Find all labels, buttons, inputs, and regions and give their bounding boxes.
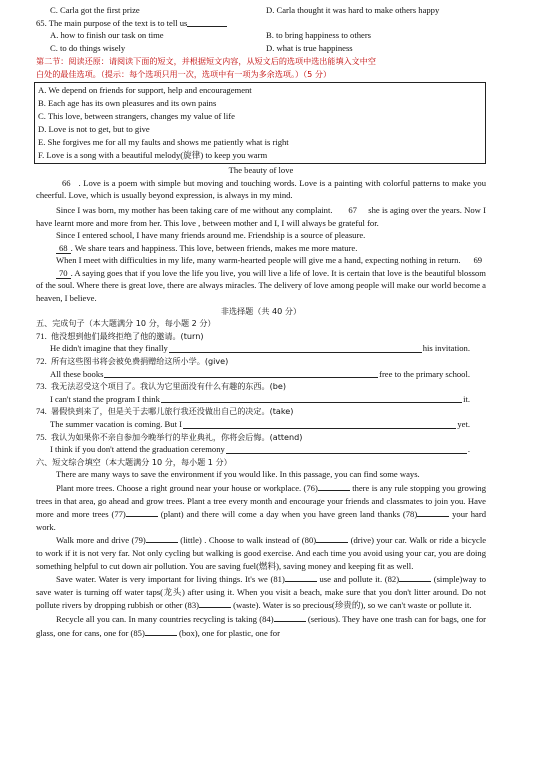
passage-paragraph-4: 68 . We share tears and happiness. This love, between friends, makes me more mature. (36, 242, 486, 255)
option-d: D. Love is not to get, but to give (38, 123, 150, 134)
options-box (34, 82, 486, 165)
option-a: A. We depend on friends for support, help and encouragement (38, 84, 252, 95)
q72: 72. 所有这些图书将会被免费捐赠给这所小学。(give) All these books free to the primary school. (36, 356, 470, 379)
section6-paragraph-plant: Plant more trees. Choose a right ground near your house or workplace. (76) there is any rule stopping you growing trees in that area, go ahead and grow trees. Plant a tree every month and encourage your friends and classmates to join you. Have more and more trees (77) (plant) and there will come a day when you have green land thanks (78) your hard work. (36, 482, 487, 532)
q65-option-d: D. what is true happiness (266, 42, 353, 53)
q64-option-d: D. Carla thought it was hard to make others happy (266, 5, 440, 15)
q65-options-ab (36, 29, 486, 42)
passage-paragraph-5: When I meet with difficulties in my life, many warm-hearted people will give me a hand, expecting nothing in return. 69 (56, 255, 483, 266)
q65-option-a: A. how to finish our task on time (50, 30, 164, 41)
q75: 75. 我认为如果你不亲自参加今晚举行的毕业典礼，你将会后悔。(attend) I think if you don't attend the graduation ceremony . (36, 431, 470, 455)
answer-blank[interactable] (226, 445, 467, 454)
passage-title: The beauty of love (228, 165, 294, 176)
answer-blank[interactable] (274, 612, 306, 622)
option-f: F. Love is a song with a beautiful melody(旋律) to keep you warm (38, 150, 268, 161)
answer-blank[interactable] (161, 394, 462, 403)
option-c: C. This love, between strangers, changes my value of life (38, 110, 235, 121)
q64-option-c: C. Carla got the first prize (50, 5, 140, 15)
answer-blank[interactable] (145, 626, 177, 636)
part-nonchoice-heading: 非选择题（共 40 分） (220, 305, 302, 316)
option-b: B. Each age has its own pleasures and its own pains (38, 97, 217, 108)
q65-option-b: B. to bring happiness to others (266, 30, 372, 41)
section2-header-line2: 白处的最佳选项。（提示：每个选项只用一次，选项中有一项为多余选项。）（5 分） (36, 68, 332, 79)
section6-paragraph-recycle: Recycle all you can. In many countries recycling is taking (84) (serious). They have one trash can for bags, one for glass, one for cans, one for (85) (box), one for plastic, one for (36, 613, 486, 638)
answer-blank[interactable] (169, 344, 422, 353)
section6-paragraph-water: Save water. Water is very important for living things. It's we (81) use and pollute it. (82) (simple)way to save water is turning off water taps(龙头) after using it. When you visit a beach, make sure that you don't litter around. Do not pollute rivers by dropping rubbish or other (83) (waste). Water is so precious(珍贵的), so we can't waste or pollute it. (36, 574, 487, 611)
q74: 74. 暑假快到来了，但是关于去哪儿旅行我还没做出自己的决定。(take) The summer vacation is coming. But I yet. (36, 406, 470, 429)
passage-paragraph-2: Since I was born, my mother has been taking care of me without any complaint. 67 she is aging over the years. Now I have learnt more and more from her. This love , between mother and I, I will always be grateful for. (36, 204, 486, 228)
passage-paragraph-6: 70 . A saying goes that if you love the life you live, you will live a life of love. It is certain that love is the beautiful blossom of the soul. Where there is great love, there are always miracles. The delivery of love among people will make our world become a heaven, I believe. (36, 267, 486, 304)
section6-paragraph-walk: Walk more and drive (79) (little) . Choose to walk instead of (80) (drive) your car. Walk or ride a bicycle to work if it is not very far. Not only cycling but walking is good exercise. And each time you avoid using your car, you are doing something helpful to cut down air pollution. You are saving fuel(燃料), saving money and keeping fit as well. (36, 535, 487, 571)
passage-paragraph-1: 66 . Love is a poem with simple but moving and touching words. Love is a painting with colorful patterns to make you cheerful. Love, which is usually beyond expression, is always in my mind. (36, 177, 487, 201)
answer-blank[interactable] (399, 572, 431, 582)
exam-page (36, 4, 486, 639)
q65-options-cd (36, 42, 486, 55)
section6-intro: There are many ways to save the environment if you would like. In this passage, you can find some ways. (56, 469, 420, 480)
answer-blank[interactable] (187, 17, 227, 27)
answer-blank[interactable] (316, 533, 348, 543)
answer-blank[interactable] (318, 481, 350, 491)
answer-blank[interactable] (417, 507, 449, 517)
answer-blank[interactable] (199, 598, 231, 608)
q65-option-c: C. to do things wisely (50, 42, 126, 53)
section5-header: 五、完成句子（本大题满分 10 分，每小题 2 分） (36, 318, 216, 329)
answer-blank[interactable] (126, 507, 158, 517)
passage-paragraph-3: Since I entered school, I have many friends around me. Friendship is a source of pleasure. (56, 230, 366, 241)
option-e: E. She forgives me for all my faults and shows me patiently what is right (38, 136, 289, 147)
answer-blank[interactable] (285, 572, 317, 582)
answer-blank[interactable] (183, 420, 456, 429)
q64-options (36, 4, 486, 17)
section6-header: 六、短文综合填空（本大题满分 10 分，每小题 1 分） (36, 456, 232, 467)
q73: 73. 我无法忍受这个项目了。我认为它里面没有什么有趣的东西。(be) I can't stand the program I think it. (36, 381, 470, 404)
q65-stem: 65. The main purpose of the text is to tell us (36, 17, 486, 30)
answer-blank[interactable] (104, 369, 378, 378)
section2-header-line1: 第二节：阅读还原：请阅读下面的短文，并根据短文内容，从短文后的选项中选出能填入文中空 (36, 56, 376, 67)
q71: 71. 他没想到他们最终拒绝了他的邀请。(turn) He didn't imagine that they finally his invitation. (36, 330, 470, 354)
answer-blank[interactable] (146, 533, 178, 543)
